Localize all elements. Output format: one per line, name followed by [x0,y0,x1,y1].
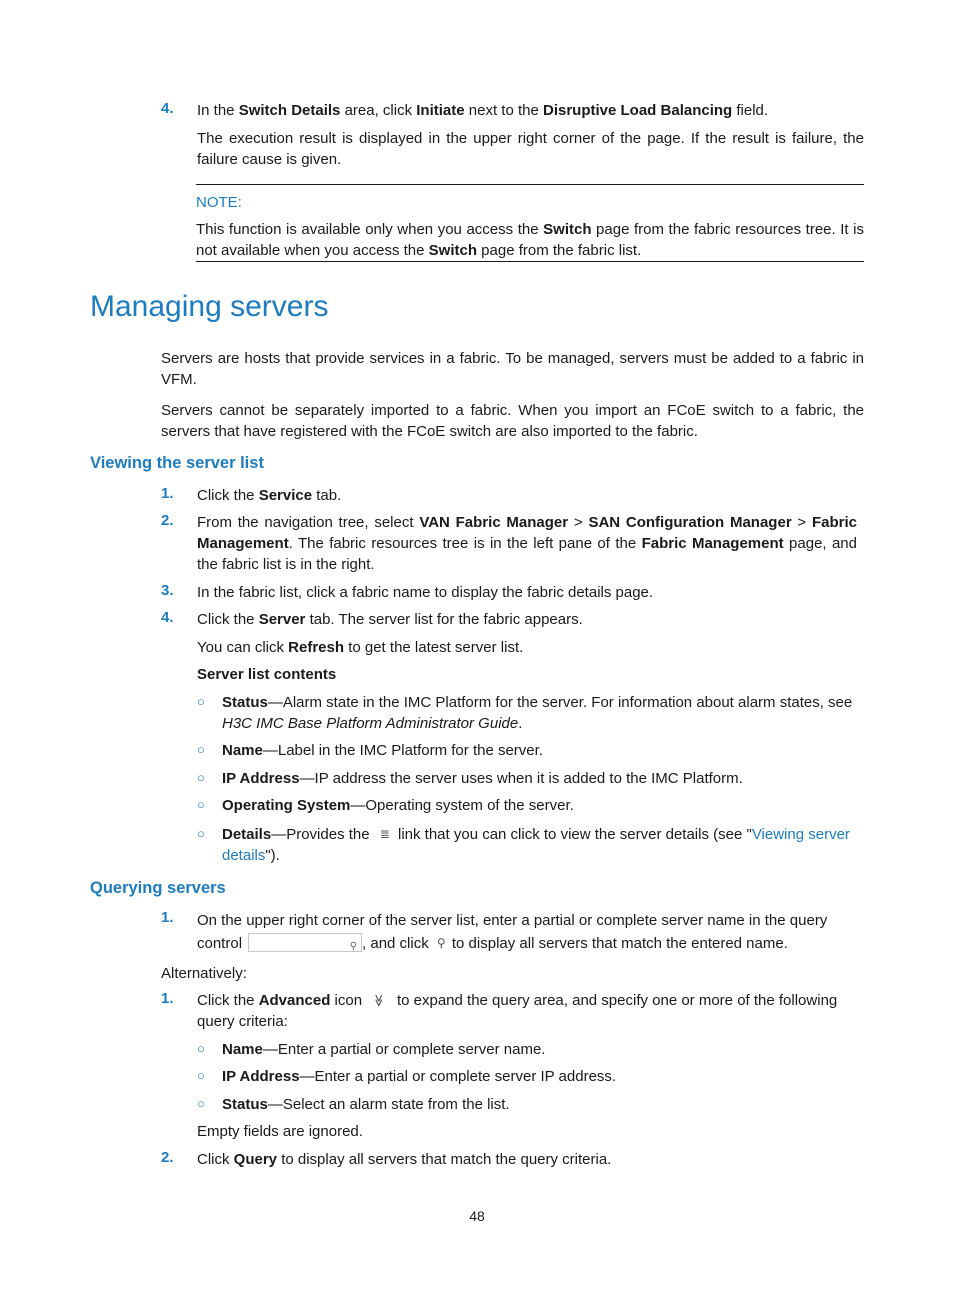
list-item: Name—Label in the IMC Platform for the server. [222,742,543,759]
list-item: Details—Provides the ≣ link that you can click to view the server details (see "Viewing server details"). [222,826,850,864]
refresh-hint: You can click Refresh to get the latest server list. [197,639,524,656]
step-number: 1. [161,990,174,1007]
step-number: 3. [161,582,174,599]
viewing-step-3: In the fabric list, click a fabric name to display the fabric details page. [197,584,654,601]
list-item: Status—Select an alarm state from the list. [222,1096,510,1113]
bullet-icon: ○ [197,1068,205,1083]
list-item: Name—Enter a partial or complete server name. [222,1041,546,1058]
step-number: 4. [161,609,174,626]
step-number: 2. [161,512,174,529]
bullet-icon: ○ [197,826,205,841]
bullet-icon: ○ [197,1096,205,1111]
querying-heading: Querying servers [90,879,226,897]
search-icon: ⚲ [349,941,358,952]
bullet-icon: ○ [197,694,205,709]
bullet-icon: ○ [197,797,205,812]
viewing-server-details-link[interactable]: Viewing server details [222,826,850,864]
page-number: 48 [469,1208,485,1224]
bullet-icon: ○ [197,770,205,785]
details-icon: ≣ [379,827,390,841]
alt-step-1: Click the Advanced icon ≫ to expand the query area, and specify one or more of the following query criteria: [197,992,838,1030]
bullet-icon: ○ [197,1041,205,1056]
note-label: NOTE: [196,194,242,211]
viewing-step-1: Click the Service tab. [197,487,342,504]
note-bottom-rule [196,261,864,262]
list-item: IP Address—IP address the server uses when it is added to the IMC Platform. [222,770,743,787]
bullet-icon: ○ [197,742,205,757]
querying-step-1: On the upper right corner of the server list, enter a partial or complete server name in the query control ⚲ , and click ⚲ to display all servers that match the entered name. [197,909,864,955]
viewing-step-2: From the navigation tree, select VAN Fabric Manager > SAN Configuration Manager > Fabric Management. The fabric resources tree is in the left pane of the Fabric Management page, and the fabric list is in the right. [197,514,857,573]
step-4-text: In the Switch Details area, click Initiate next to the Disruptive Load Balancing field. [197,102,769,119]
step-number: 1. [161,485,174,502]
list-item: Status—Alarm state in the IMC Platform for the server. For information about alarm states, see H3C IMC Base Platform Administrator Guide. [222,694,853,732]
step-number: 2. [161,1149,174,1166]
step-4-result: The execution result is displayed in the upper right corner of the page. If the result is failure, the failure cause is given. [197,130,864,168]
advanced-icon[interactable]: ≫ [372,994,387,1007]
step-number: 4. [161,100,174,117]
alternatively: Alternatively: [161,965,247,982]
section-title: Managing servers [90,290,329,323]
contents-title: Server list contents [197,666,337,683]
step-number: 1. [161,909,174,926]
note-text: This function is available only when you access the Switch page from the fabric resources tree. It is not available when you access the Switch page from the fabric list. [196,221,864,259]
viewing-step-4: Click the Server tab. The server list for the fabric appears. [197,611,583,628]
alt-step-2: Click Query to display all servers that match the query criteria. [197,1151,612,1168]
list-item: IP Address—Enter a partial or complete server IP address. [222,1068,617,1085]
list-item: Operating System—Operating system of the server. [222,797,574,814]
search-icon[interactable]: ⚲ [436,936,446,950]
section-paragraph-2: Servers cannot be separately imported to a fabric. When you import an FCoE switch to a fabric, the servers that have registered with the FCoE switch are also imported to the fabric. [161,402,864,440]
note-top-rule [196,184,864,185]
query-control[interactable] [248,933,362,952]
viewing-heading: Viewing the server list [90,454,264,472]
section-paragraph-1: Servers are hosts that provide services in a fabric. To be managed, servers must be added to a fabric in VFM. [161,350,864,388]
empty-fields-note: Empty fields are ignored. [197,1123,363,1140]
